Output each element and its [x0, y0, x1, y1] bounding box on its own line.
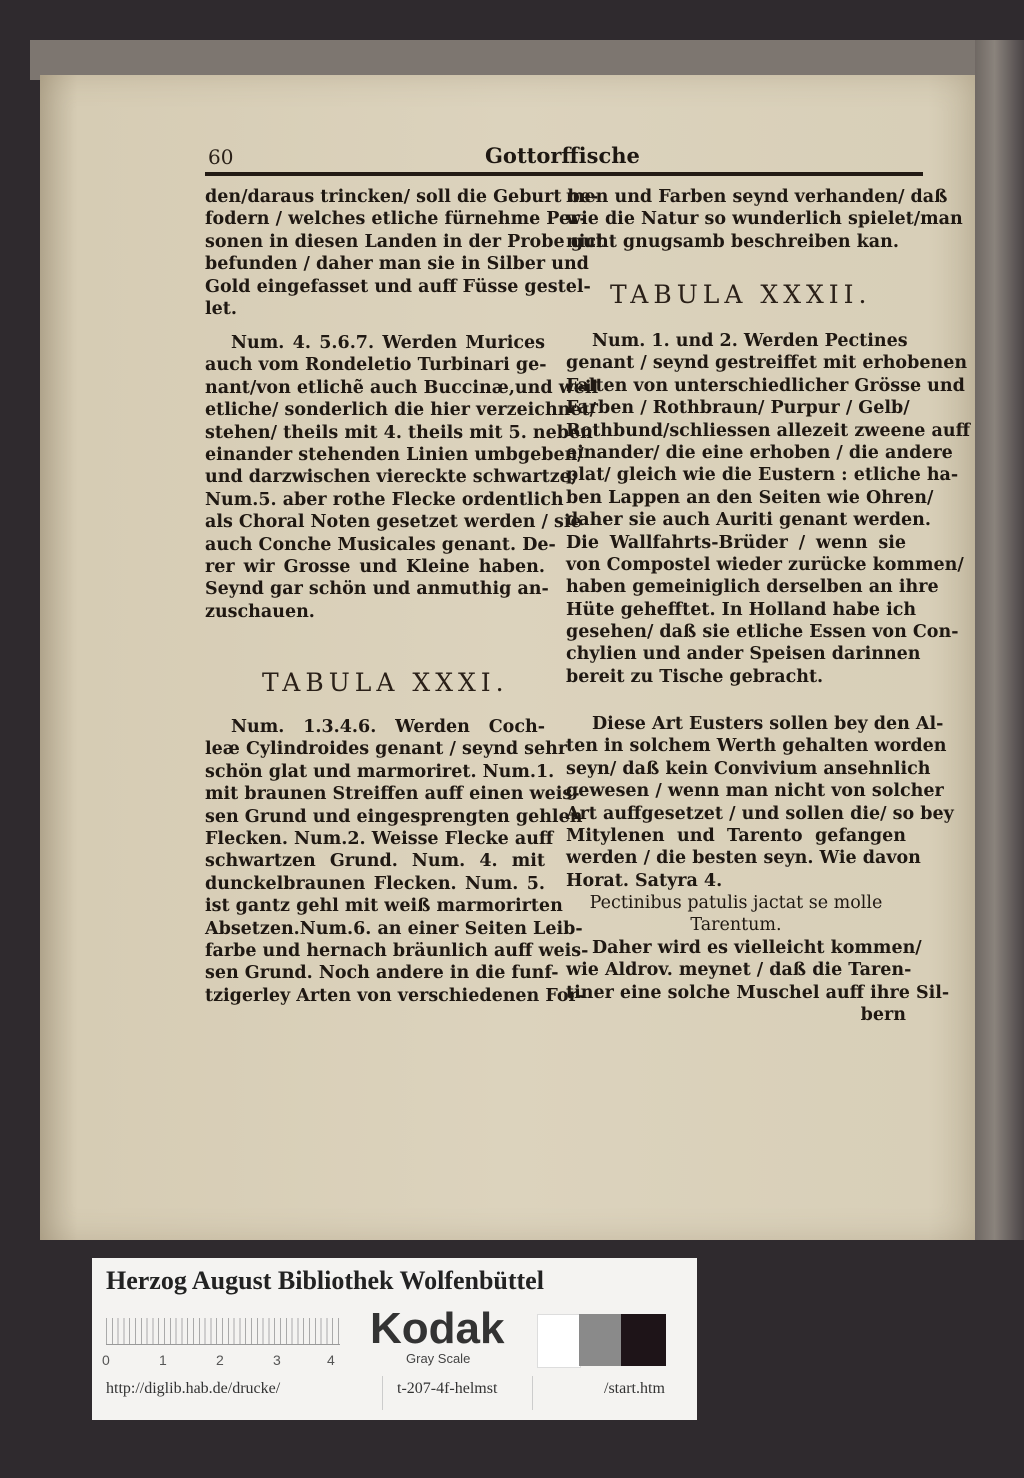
- text-line: let.: [205, 298, 237, 319]
- text-line: Num.5. aber rothe Flecke ordentlich: [205, 489, 564, 510]
- left-paragraph-3: [205, 716, 589, 1007]
- text-line: ten in solchem Werth gehalten worden: [566, 736, 947, 757]
- right-paragraph-1: [566, 186, 963, 253]
- divider: [532, 1376, 533, 1410]
- text-line: farbe und hernach bräunlich auff weis-: [205, 940, 589, 961]
- text-line: ist gantz gehl mit weiß marmorirten: [205, 896, 563, 917]
- text-line: chylien und ander Speisen darinnen: [566, 644, 921, 665]
- ruler-number: 3: [273, 1352, 281, 1368]
- text-line: den/daraus trincken/ soll die Geburt be-: [205, 187, 599, 207]
- text-line: einander stehenden Linien umbgeben/: [205, 444, 584, 465]
- text-line: fodern / welches etliche fürnehme Per-: [205, 209, 587, 230]
- text-line: Absetzen.Num.6. an einer Seiten Leib-: [205, 918, 583, 939]
- text-line: ben Lappen an den Seiten wie Ohren/: [566, 487, 934, 508]
- text-line: bereit zu Tische gebracht.: [566, 666, 824, 687]
- left-heading-tabula-xxxi: TABULA XXXI.: [262, 668, 509, 697]
- text-line: Pectinibus patulis jactat se molle: [589, 893, 883, 913]
- book-page-edges: [975, 40, 1024, 1240]
- ruler-number: 1: [159, 1352, 167, 1368]
- text-line: Mitylenen und Tarento gefangen: [566, 825, 906, 846]
- right-heading-tabula-xxxii: TABULA XXXII.: [610, 280, 872, 309]
- text-line: tzigerley Arten von verschiedenen For-: [205, 985, 585, 1006]
- kodak-logo: Kodak: [370, 1304, 505, 1353]
- text-line: Farben / Rothbraun/ Purpur / Gelb/: [566, 398, 910, 419]
- text-line: Flecken. Num.2. Weisse Flecke auff: [205, 828, 554, 849]
- text-line: auch vom Rondeletio Turbinari ge-: [205, 355, 547, 376]
- divider: [382, 1376, 383, 1410]
- text-line: Seynd gar schön und anmuthig an-: [205, 579, 549, 600]
- text-line: wie die Natur so wunderlich spielet/man: [566, 209, 963, 230]
- text-line: Gold eingefasset und auff Füsse gestel-: [205, 276, 591, 297]
- text-line: Horat. Satyra 4.: [566, 870, 723, 891]
- text-line: Num. 1. und 2. Werden Pectines: [592, 331, 908, 351]
- text-line: Falten von unterschiedlicher Grösse und: [566, 375, 965, 396]
- text-line: leæ Cylindroides genant / seynd sehr: [205, 739, 568, 760]
- text-line: tiner eine solche Muschel auff ihre Sil-: [566, 982, 950, 1003]
- latin-quote: [566, 892, 906, 937]
- text-line: mit braunen Streiffen auff einen weis-: [205, 784, 580, 805]
- text-line: genant / seynd gestreiffet mit erhobenen: [566, 353, 968, 374]
- left-paragraph-1: [205, 186, 604, 320]
- text-line: schwartzen Grund. Num. 4. mit: [205, 851, 545, 872]
- color-target-card: [92, 1258, 697, 1420]
- text-line: gesehen/ daß sie etliche Essen von Con-: [566, 622, 959, 643]
- text-line: Art auffgesetzet / und sollen die/ so bey: [566, 803, 954, 824]
- text-line: einander/ die eine erhoben / die andere: [566, 442, 953, 463]
- text-line: daher sie auch Auriti genant werden.: [566, 510, 931, 531]
- text-line: sen Grund und eingesprengten gehlen: [205, 806, 583, 827]
- text-line: plat/ gleich wie die Eustern : etliche ha-: [566, 465, 959, 486]
- text-line: nant/von etlichẽ auch Buccinæ,und weil: [205, 377, 599, 398]
- text-line: nicht gnugsamb beschreiben kan.: [566, 231, 899, 252]
- ruler-number: 4: [327, 1352, 335, 1368]
- text-line: rer wir Grosse und Kleine haben.: [205, 556, 545, 577]
- right-paragraph-2: [566, 330, 970, 688]
- text-line: schön glat und marmoriret. Num.1.: [205, 761, 555, 782]
- text-line: Num. 4. 5.6.7. Werden Murices: [231, 333, 545, 353]
- left-paragraph-2: [205, 332, 599, 623]
- page-number: 60: [208, 145, 234, 169]
- swatch-gray: [579, 1314, 621, 1366]
- text-line: Die Wallfahrts-Brüder / wenn sie: [566, 532, 906, 553]
- scale-ruler: [106, 1318, 340, 1345]
- book-top-edge: [30, 40, 990, 80]
- ruler-number: 2: [216, 1352, 224, 1368]
- library-name: Herzog August Bibliothek Wolfenbüttel: [106, 1266, 544, 1295]
- text-line: etliche/ sonderlich die hier verzeichnet/: [205, 400, 596, 421]
- text-line: stehen/ theils mit 4. theils mit 5. neben: [205, 422, 593, 443]
- text-line: Num. 1.3.4.6. Werden Coch-: [231, 717, 545, 737]
- text-line: Diese Art Eusters sollen bey den Al-: [592, 714, 944, 734]
- text-line: sen Grund. Noch andere in die funf-: [205, 963, 559, 984]
- text-line: auch Conche Musicales genant. De-: [205, 534, 556, 555]
- text-line: sonen in diesen Landen in der Probe gut: [205, 231, 604, 252]
- text-line: von Compostel wieder zurücke kommen/: [566, 554, 964, 575]
- gray-scale-label: Gray Scale: [406, 1351, 471, 1366]
- text-line: dunckelbraunen Flecken. Num. 5.: [205, 873, 545, 894]
- text-line: Rothbund/schliessen allezeit zweene auff: [566, 420, 970, 441]
- url-mid: t-207-4f-helmst: [397, 1380, 498, 1397]
- text-line: und darzwischen viereckte schwartze;: [205, 467, 578, 488]
- text-line: haben gemeiniglich derselben an ihre: [566, 577, 939, 598]
- header-rule: [205, 172, 923, 176]
- text-line: seyn/ daß kein Convivium ansehnlich: [566, 758, 931, 779]
- swatch-white: [537, 1314, 581, 1368]
- text-line: werden / die besten seyn. Wie davon: [566, 848, 921, 869]
- right-paragraph-4: [566, 937, 950, 1004]
- text-line: zuschauen.: [205, 601, 315, 622]
- text-line: Tarentum.: [690, 915, 782, 936]
- right-paragraph-3: [566, 713, 954, 892]
- text-line: befunden / daher man sie in Silber und: [205, 254, 589, 275]
- catchword: bern: [860, 1005, 906, 1025]
- text-line: wie Aldrov. meynet / daß die Taren-: [566, 960, 912, 981]
- text-line: Daher wird es vielleicht kommen/: [592, 938, 922, 958]
- ruler-number: 0: [102, 1352, 110, 1368]
- url-right: /start.htm: [604, 1380, 665, 1397]
- text-line: men und Farben seynd verhanden/ daß: [566, 187, 948, 207]
- text-line: gewesen / wenn man nicht von solcher: [566, 781, 944, 802]
- swatch-black: [621, 1314, 666, 1366]
- text-line: als Choral Noten gesetzet werden / sie: [205, 512, 582, 533]
- url-left: http://diglib.hab.de/drucke/: [106, 1380, 281, 1397]
- text-line: Hüte gehefftet. In Holland habe ich: [566, 599, 917, 620]
- running-head: Gottorffische: [485, 143, 640, 168]
